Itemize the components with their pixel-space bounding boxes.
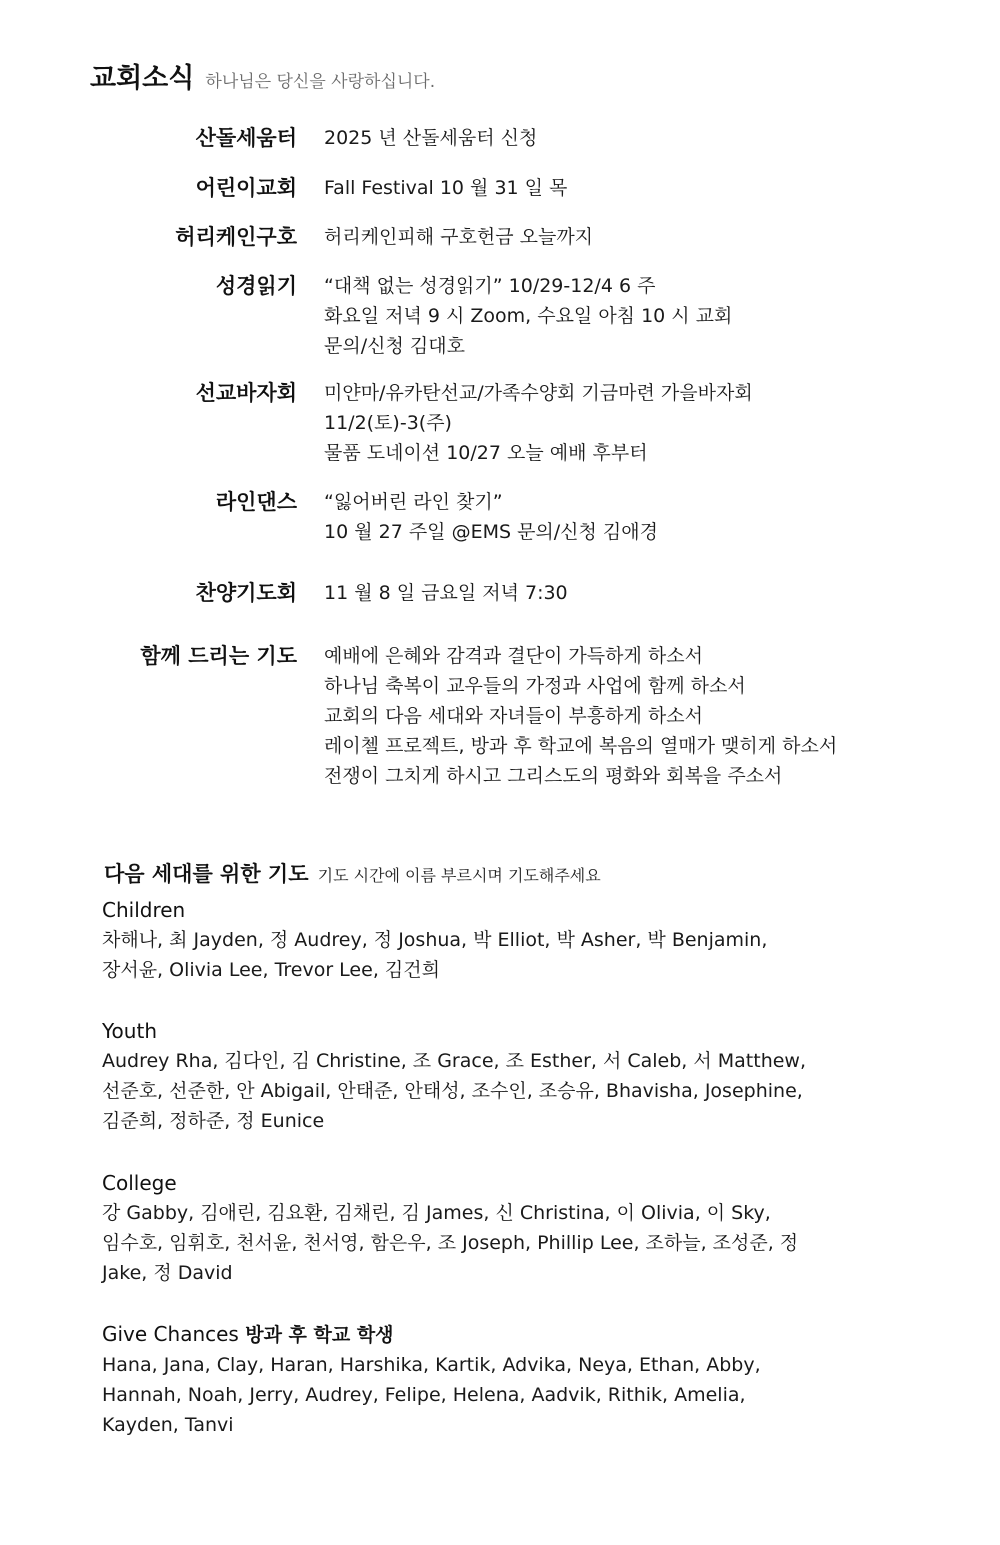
prayer-section-heading xyxy=(104,858,964,888)
prayer-section-subtitle: 기도 시간에 이름 부르시며 기도해주세요 xyxy=(317,866,601,885)
news-line: 레이첼 프로젝트, 방과 후 학교에 복음의 열매가 맺히게 하소서 xyxy=(324,735,838,757)
group-title xyxy=(102,1319,942,1350)
news-line: 화요일 저녁 9 시 Zoom, 수요일 아침 10 시 교회 xyxy=(324,305,733,327)
news-line: Fall Festival 10 월 31 일 목 xyxy=(324,177,568,199)
group-names-line: Hana, Jana, Clay, Haran, Harshika, Kartik, Advika, Neya, Ethan, Abby, xyxy=(102,1354,761,1376)
news-label: 허리케인구호 xyxy=(175,225,297,249)
news-line: 예배에 은혜와 감격과 결단이 가득하게 하소서 xyxy=(324,645,703,667)
news-line: “대책 없는 성경읽기” 10/29-12/4 6 주 xyxy=(324,275,656,297)
news-content xyxy=(324,578,964,608)
group-names-line: 강 Gabby, 김애린, 김요환, 김채린, 김 James, 신 Christina, 이 Olivia, 이 Sky, xyxy=(102,1202,771,1224)
news-content xyxy=(324,123,964,153)
news-line: 11 월 8 일 금요일 저녁 7:30 xyxy=(324,582,568,604)
page-title: 교회소식 xyxy=(90,63,195,94)
page-subtitle: 하나님은 당신을 사랑하십니다. xyxy=(205,72,436,92)
group-names-line: 장서윤, Olivia Lee, Trevor Lee, 김건희 xyxy=(102,959,440,981)
news-content xyxy=(324,641,964,791)
news-label: 라인댄스 xyxy=(215,490,297,514)
group-names-line: 선준호, 선준한, 안 Abigail, 안태준, 안태성, 조수인, 조승유, Bhavisha, Josephine, xyxy=(102,1080,803,1102)
group-title xyxy=(102,1016,942,1046)
group-title xyxy=(102,1168,942,1198)
news-line: 10 월 27 주일 @EMS 문의/신청 김애경 xyxy=(324,521,658,543)
news-line: 하나님 축복이 교우들의 가정과 사업에 함께 하소서 xyxy=(324,675,746,697)
news-line: 미얀마/유카탄선교/가족수양회 기금마련 가을바자회 xyxy=(324,382,753,404)
news-line: 2025 년 산돌세움터 신청 xyxy=(324,127,538,149)
news-content xyxy=(324,173,964,203)
group-title-sub: 방과 후 학교 학생 xyxy=(245,1324,394,1346)
news-content xyxy=(324,487,964,547)
news-label: 어린이교회 xyxy=(195,176,297,200)
group-college xyxy=(102,1168,942,1288)
news-content xyxy=(324,271,964,361)
group-title-text: College xyxy=(102,1171,177,1195)
group-names-line: 차해나, 최 Jayden, 정 Audrey, 정 Joshua, 박 Elliot, 박 Asher, 박 Benjamin, xyxy=(102,929,768,951)
news-label: 함께 드리는 기도 xyxy=(140,644,297,668)
page-header xyxy=(90,56,435,95)
news-line: “잃어버린 라인 찾기” xyxy=(324,491,503,513)
news-line: 물품 도네이션 10/27 오늘 예배 후부터 xyxy=(324,442,648,464)
group-title-text: Youth xyxy=(102,1019,157,1043)
news-label: 성경읽기 xyxy=(215,274,297,298)
group-names-line: Jake, 정 David xyxy=(102,1262,233,1284)
news-line: 교회의 다음 세대와 자녀들이 부흥하게 하소서 xyxy=(324,705,703,727)
news-content xyxy=(324,378,964,468)
news-line: 11/2(토)-3(주) xyxy=(324,412,452,434)
group-names-line: 임수호, 임휘호, 천서윤, 천서영, 함은우, 조 Joseph, Phillip Lee, 조하늘, 조성준, 정 xyxy=(102,1232,799,1254)
group-names-line: Hannah, Noah, Jerry, Audrey, Felipe, Helena, Aadvik, Rithik, Amelia, xyxy=(102,1384,746,1406)
group-names-line: 김준희, 정하준, 정 Eunice xyxy=(102,1110,325,1132)
news-label: 산돌세움터 xyxy=(195,126,297,150)
news-line: 허리케인피해 구호헌금 오늘까지 xyxy=(324,226,594,248)
news-line: 문의/신청 김대호 xyxy=(324,335,465,357)
group-names-line: Audrey Rha, 김다인, 김 Christine, 조 Grace, 조 Esther, 서 Caleb, 서 Matthew, xyxy=(102,1050,807,1072)
group-children xyxy=(102,895,942,985)
group-title-text: Give Chances xyxy=(102,1322,239,1346)
news-line: 전쟁이 그치게 하시고 그리스도의 평화와 회복을 주소서 xyxy=(324,765,783,787)
news-label: 선교바자회 xyxy=(195,381,297,405)
group-youth xyxy=(102,1016,942,1136)
group-give-chances xyxy=(102,1319,942,1440)
group-title xyxy=(102,895,942,925)
prayer-section-title: 다음 세대를 위한 기도 xyxy=(104,862,309,886)
group-title-text: Children xyxy=(102,898,186,922)
news-content xyxy=(324,222,964,252)
news-label: 찬양기도회 xyxy=(195,581,297,605)
group-names-line: Kayden, Tanvi xyxy=(102,1414,234,1436)
